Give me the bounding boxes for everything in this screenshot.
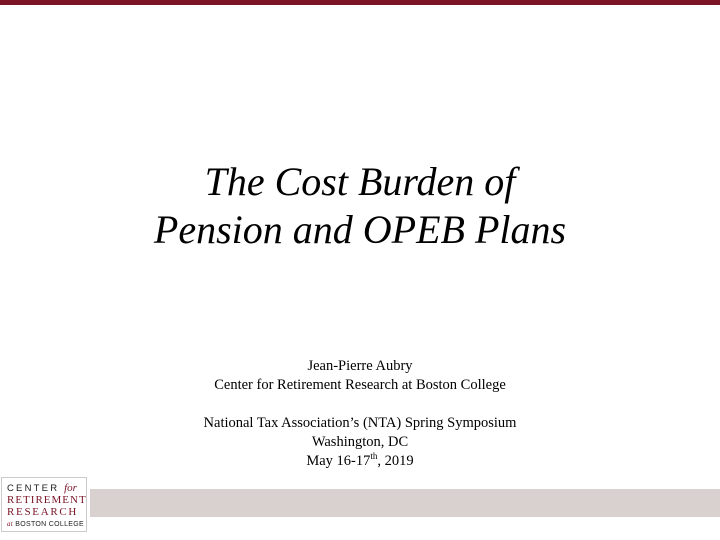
logo-college-text: BOSTON COLLEGE [15, 521, 84, 528]
presenter-name: Jean-Pierre Aubry [307, 358, 413, 374]
event-date-ordinal: th [370, 451, 378, 462]
title-line-2: Pension and OPEB Plans [153, 207, 567, 252]
footer-band [90, 489, 720, 517]
presenter-affiliation: Center for Retirement Research at Boston College [214, 377, 506, 393]
slide-title [0, 158, 720, 254]
event-date [0, 452, 720, 471]
title-line-1: The Cost Burden of [204, 159, 516, 204]
event-date-suffix: , 2019 [377, 453, 414, 469]
logo-college-row [7, 520, 84, 528]
event-date-prefix: May 16-17 [306, 453, 371, 469]
presenter-info [0, 357, 720, 471]
logo-center-row [7, 482, 77, 494]
event-location: Washington, DC [311, 434, 409, 450]
top-accent-bar [0, 0, 720, 5]
crr-logo [1, 477, 87, 532]
logo-retirement-text: RETIREMENT [7, 494, 87, 506]
logo-center-text: CENTER [7, 483, 60, 494]
logo-research-text: RESEARCH [7, 506, 79, 518]
event-name: National Tax Association’s (NTA) Spring Symposium [203, 415, 517, 431]
logo-at-text: at [7, 520, 14, 528]
spacer [0, 395, 720, 414]
logo-for-text: for [64, 482, 77, 494]
